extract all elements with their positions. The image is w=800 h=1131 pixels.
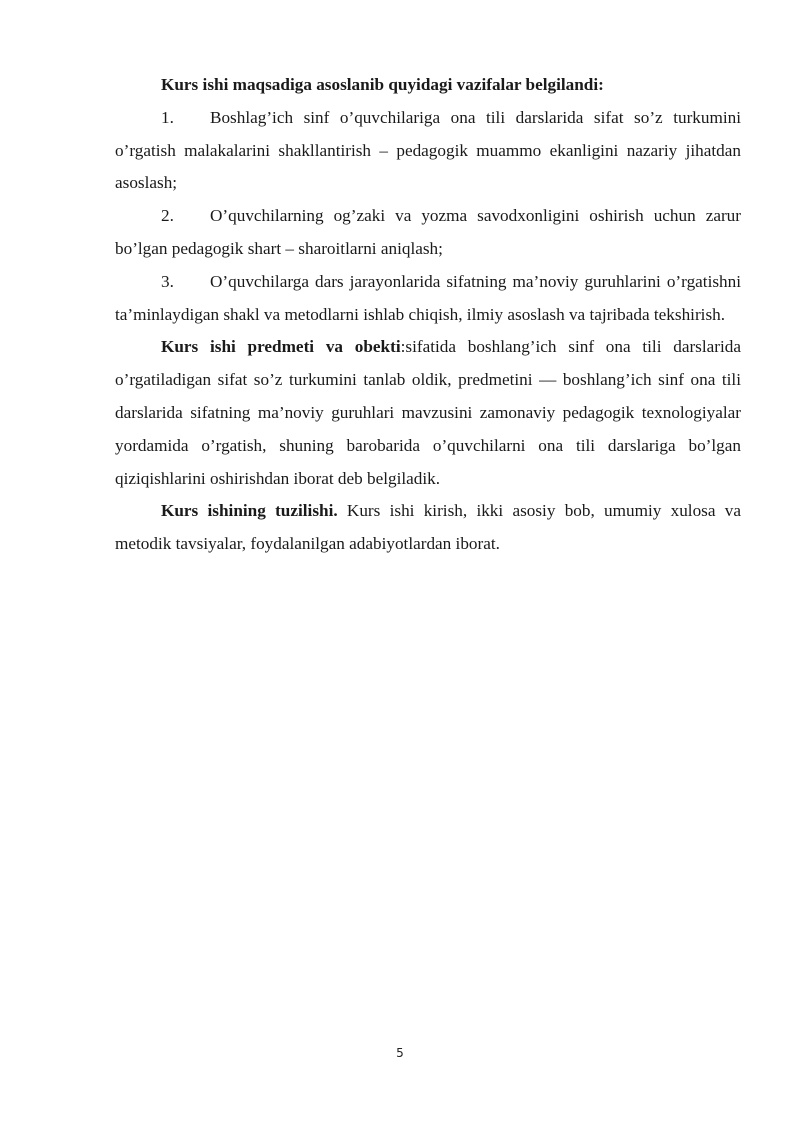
structure-paragraph xyxy=(115,495,741,561)
subject-paragraph xyxy=(115,331,741,495)
structure-text: Kurs ishi kirish, ikki asosiy bob, umumiy xulosa va metodik tavsiyalar, foydalanilgan adabiyotlardan iborat. xyxy=(115,501,741,554)
task-number: 1. xyxy=(161,107,174,127)
task-item-2 xyxy=(115,200,741,266)
structure-label: Kurs ishining tuzilishi. xyxy=(161,501,338,521)
subject-label: Kurs ishi predmeti va obekti xyxy=(161,337,401,357)
task-text: Boshlag’ich sinf o’quvchilariga ona tili darslarida sifat so’z turkumini o’rgatish malakalarini shakllantirish – pedagogik muammo ekanligini nazariy jihatdan asoslash; xyxy=(115,107,741,193)
task-item-1 xyxy=(115,102,741,200)
task-number: 3. xyxy=(161,271,174,291)
task-text: O’quvchilarga dars jarayonlarida sifatning ma’noviy guruhlarini o’rgatishni ta’minlaydigan shakl va metodlarni ishlab chiqish, ilmiy asoslash va tajribada tekshirish. xyxy=(115,271,741,324)
page-number: 5 xyxy=(396,1046,404,1060)
task-text: O’quvchilarning og’zaki va yozma savodxonligini oshirish uchun zarur bo’lgan pedagogik shart – sharoitlarni aniqlash; xyxy=(115,206,741,258)
document-page xyxy=(115,69,741,561)
task-item-3 xyxy=(115,266,741,332)
task-number: 2. xyxy=(161,206,174,226)
subject-text: :sifatida boshlang’ich sinf ona tili darslarida o’rgatiladigan sifat so’z turkumini tanlab oldik, predmetini — boshlang’ich sinf ona tili darslarida sifatning ma’noviy guruhlari mavzusini zamonaviy pedagogik texnologiyalar yordamida o’rgatish, shuning barobarida o’quvchilarni ona tili darslariga bo’lgan qiziqishlarini oshirishdan iborat deb belgiladik. xyxy=(115,337,741,488)
tasks-heading: Kurs ishi maqsadiga asoslanib quyidagi vazifalar belgilandi: xyxy=(161,75,604,94)
